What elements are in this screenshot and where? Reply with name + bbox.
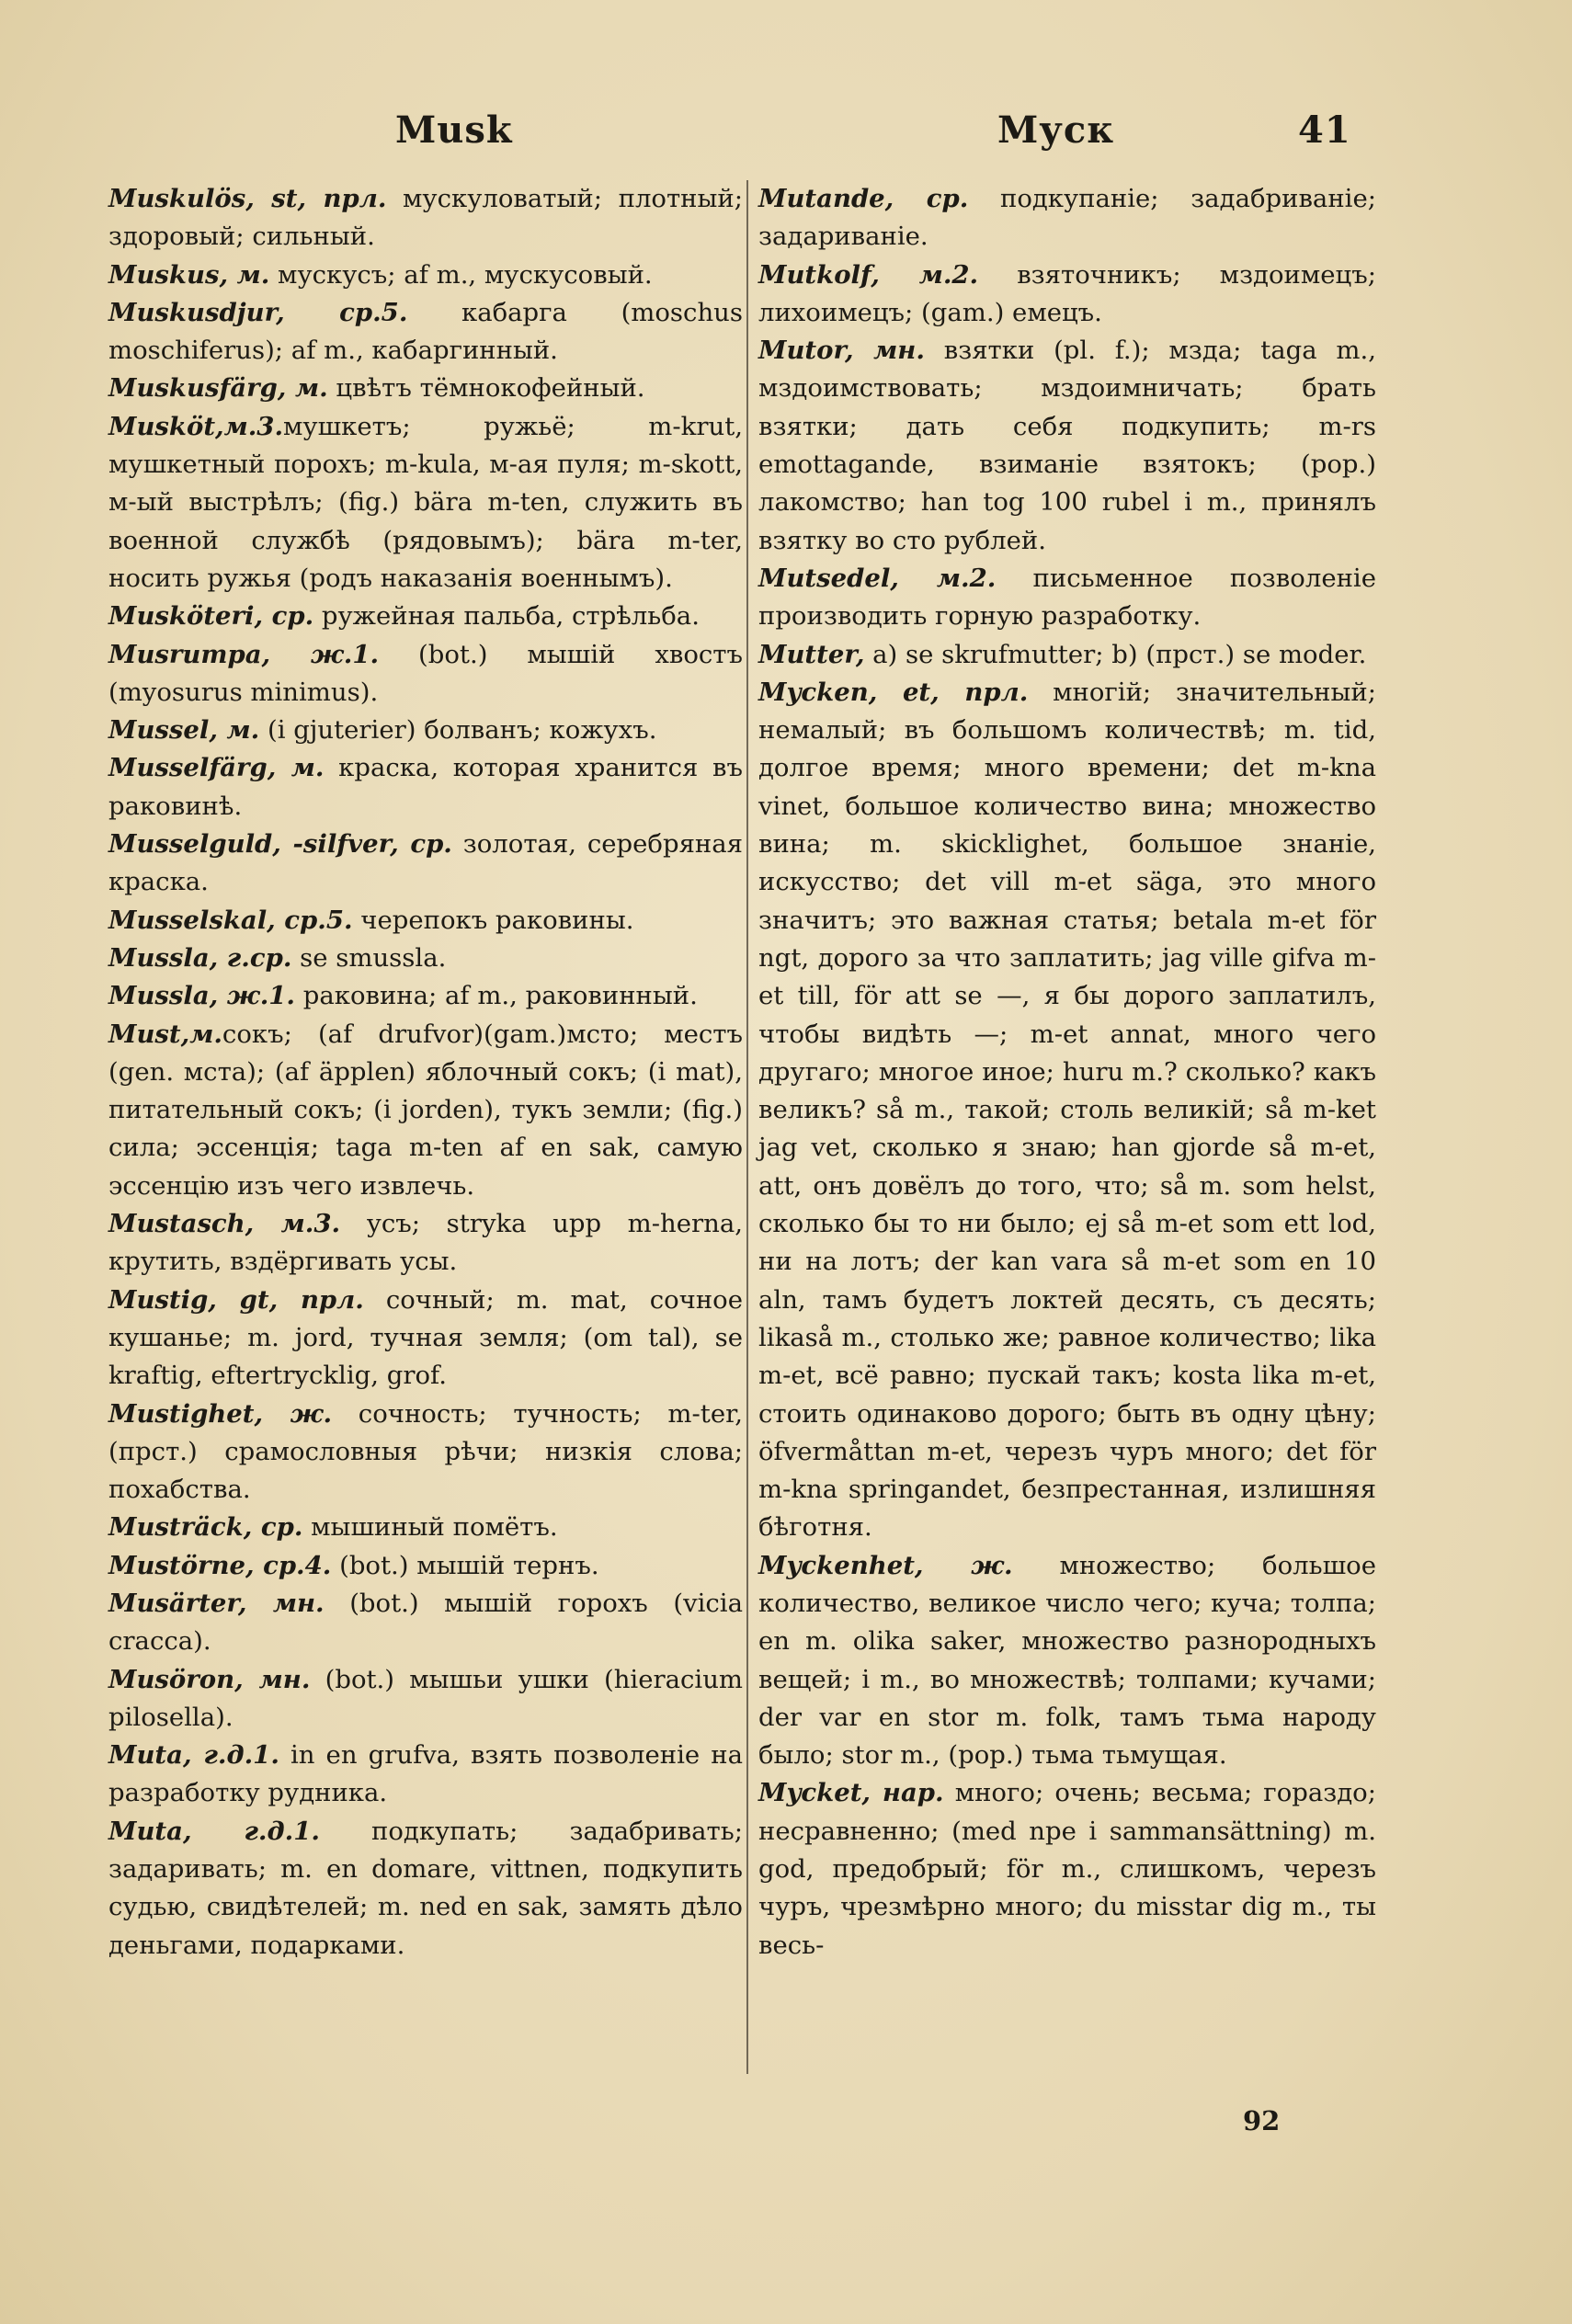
- entry-headword: Mutter,: [758, 639, 865, 669]
- entry-headword: Mustasch, м.3.: [108, 1209, 341, 1239]
- entry-headword: Musärter, мн.: [108, 1588, 325, 1618]
- dictionary-entry: [108, 902, 743, 940]
- entry-headword: Musköteri, ср.: [108, 601, 314, 632]
- left-column: [108, 180, 743, 1965]
- entry-definition: (bot.) мышій горохъ (vicia cracca).: [108, 1588, 743, 1657]
- entry-definition: подкупаніе; задабриваніе; задариваніе.: [758, 184, 1376, 252]
- dictionary-entry: [108, 1585, 743, 1661]
- entry-definition: золотая, серебряная краска.: [108, 829, 744, 897]
- entry-definition: мышиный помётъ.: [302, 1512, 558, 1543]
- right-column: [758, 180, 1376, 1965]
- entry-headword: Muta, г.д.1.: [108, 1816, 320, 1846]
- entry-definition: сокъ; (af drufvor)(gam.)мсто; местъ (gen. мста); (af äpplen) яблочный сокъ; (i mat), питательный сокъ; (i jorden), тукъ земли; (fig.) сила; эссенція; taga m-ten af en sak, самую эссенцію изъ чего извлечь.: [108, 1019, 743, 1201]
- entry-headword: Mustighet, ж.: [108, 1398, 333, 1429]
- entry-headword: Muskusfärg, м.: [108, 373, 328, 404]
- entry-definition: множество; большое количество, великое число чего; куча; толпа; en m. olika saker, множество разнородныхъ вещей; i m., во множествѣ; толпами; кучами; der var en stor m. folk, тамъ тьма народу было; stor m., (pop.) тьма тьмущая.: [758, 1550, 1377, 1771]
- entry-definition: многій; значительный; немалый; въ большомъ количествѣ; m. tid, долгое время; много времени; det m-kna vinet, большое количество вина; множество вина; m. skicklighet, большое знаніе, искусство; det vill m-et säga, это много значитъ; это важная статья; betala m-et för ngt, дорого за что заплатить; jag ville gifva m-et till, för att se —, я бы дорого заплатилъ, чтобы видѣть —; m-et annat, много чего другаго; многое иное; huru m.? сколько? какъ великъ? så m., такой; столь великій; så m-ket jag vet, сколько я знаю; han gjorde så m-et, att, онъ довёлъ до того, что; så m. som helst, сколько бы то ни было; ej så m-et som ett lod, ни на лотъ; der kan vara så m-et som en 10 aln, тамъ будетъ локтей десять, съ десять; likaså m., столько же; равное количество; lika m-et, всё равно; пускай такъ; kosta lika m-et, стоить одинаково дорого; быть въ одну цѣну; öfvermåttan m-et, черезъ чуръ много; det för m-kna springandet, безпрестанная, излишняя бѣготня.: [758, 677, 1376, 1543]
- dictionary-entry: [108, 1282, 743, 1396]
- entry-headword: Mycken, et, прл.: [758, 677, 1029, 707]
- entry-headword: Myckenhet, ж.: [758, 1550, 1013, 1580]
- entry-headword: Mussla, ж.1.: [108, 981, 296, 1011]
- entry-definition: (i gjuterier) болванъ; кожухъ.: [259, 715, 657, 746]
- entry-headword: Muskus, м.: [108, 259, 270, 290]
- dictionary-entry: [108, 256, 743, 294]
- entry-definition: se smussla.: [291, 942, 447, 973]
- entry-definition: (bot.) мышій хвостъ (myosurus minimus).: [108, 639, 743, 707]
- dictionary-entry: [108, 1813, 743, 1965]
- entry-headword: Must,м.: [108, 1019, 222, 1049]
- dictionary-entry: [108, 1737, 743, 1813]
- entry-definition: краска, которая хранится въ раковинѣ.: [108, 753, 743, 821]
- entry-headword: Mustig, gt, прл.: [108, 1284, 364, 1315]
- entry-headword: Muskulös, st, прл.: [108, 184, 387, 213]
- entry-headword: Muta, г.д.1.: [108, 1740, 279, 1771]
- dictionary-entry: [758, 332, 1376, 560]
- entry-definition: усъ; stryka upp m-herna, крутить, вздёргивать усы.: [108, 1209, 743, 1277]
- entry-definition: взяточникъ; мздоимецъ; лихоимецъ; (gam.) емецъ.: [758, 259, 1376, 327]
- dictionary-entry: [108, 826, 743, 902]
- dictionary-entry: [758, 1547, 1376, 1775]
- entry-definition: (bot.) мышьи ушки (hieracium pilosella).: [108, 1664, 743, 1732]
- entry-definition: a) se skrufmutter; b) (прст.) se moder.: [864, 639, 1367, 669]
- entry-definition: ружейная пальба, стрѣльба.: [313, 601, 700, 632]
- dictionary-entry: [108, 408, 743, 598]
- dictionary-entry: [758, 1774, 1376, 1964]
- dictionary-entry: [108, 180, 743, 256]
- dictionary-entry: [108, 370, 743, 407]
- entry-definition: мускуловатый; плотный; здоровый; сильный.: [108, 184, 743, 252]
- entry-definition: цвѣтъ тёмнокофейный.: [327, 373, 645, 404]
- dictionary-entry: [108, 1016, 743, 1205]
- entry-headword: Muskusdjur, ср.5.: [108, 297, 408, 327]
- dictionary-entry: [758, 180, 1376, 256]
- entry-headword: Mutkolf, м.2.: [758, 259, 979, 290]
- entry-definition: мушкетъ; ружьё; m-krut, мушкетный порохъ; m-kula, м-ая пуля; m-skott, м-ый выстрѣлъ; (fig.) bära m-ten, служить въ военной службѣ (рядовымъ); bära m-ter, носить ружья (родъ наказанія военнымъ).: [108, 411, 743, 593]
- dictionary-entry: [108, 977, 743, 1015]
- dictionary-entry: [758, 636, 1376, 674]
- entry-headword: Musträck, ср.: [108, 1512, 303, 1543]
- entry-headword: Musselguld, -silfver, ср.: [108, 829, 452, 860]
- entry-headword: Musselskal, ср.5.: [108, 905, 353, 935]
- signature-mark: 92: [1243, 2105, 1281, 2136]
- entry-headword: Musöron, мн.: [108, 1664, 311, 1694]
- entry-headword: Musköt,м.3.: [108, 411, 284, 441]
- page-number: 41: [1298, 108, 1351, 152]
- entry-definition: подкупать; задабривать; задаривать; m. en domare, vittnen, подкупить судью, свидѣтелей; m. ned en sak, замять дѣло деньгами, подарками.: [108, 1816, 743, 1960]
- dictionary-entry: [758, 256, 1376, 333]
- entry-definition: (bot.) мышій тернъ.: [331, 1550, 599, 1580]
- dictionary-entry: [108, 1396, 743, 1509]
- entry-definition: письменное позволеніе производить горную разработку.: [758, 563, 1376, 632]
- entry-headword: Mustörne, ср.4.: [108, 1550, 332, 1580]
- dictionary-entry: [108, 712, 743, 749]
- entry-definition: сочный; m. mat, сочное кушанье; m. jord, тучная земля; (om tal), se kraftig, eftertrycklig, grof.: [108, 1284, 744, 1391]
- entry-definition: сочность; тучность; m-ter, (прст.) срамословныя рѣчи; низкія слова; похабства.: [108, 1398, 743, 1505]
- dictionary-entry: [108, 940, 743, 977]
- entry-headword: Mutande, ср.: [758, 184, 969, 213]
- dictionary-entry: [108, 1661, 743, 1737]
- entry-definition: раковина; af m., раковинный.: [295, 981, 698, 1011]
- entry-definition: много; очень; весьма; гораздо; несравненно; (med npe i sammansättning) m. god, предобрый; för m., слишкомъ, черезъ чуръ, чрезмѣрно много; du misstar dig m., ты весь-: [758, 1778, 1377, 1960]
- entry-definition: черепокъ раковины.: [352, 905, 634, 935]
- entry-definition: взятки (pl. f.); мзда; taga m., мздоимствовать; мздоимничать; брать взятки; дать себя подкупить; m-rs emottagande, взиманіе взятокъ; (pop.) лакомство; han tog 100 rubel i m., принялъ взятку во сто рублей.: [758, 336, 1376, 555]
- dictionary-entry: [108, 1547, 743, 1585]
- entry-headword: Musselfärg, м.: [108, 753, 325, 783]
- entry-definition: in en grufva, взять позволеніе на разработку рудника.: [108, 1740, 743, 1808]
- entry-headword: Mutor, мн.: [758, 336, 925, 366]
- entry-headword: Mussla, г.ср.: [108, 942, 292, 973]
- entry-headword: Musrumpa, ж.1.: [108, 639, 380, 669]
- dictionary-entry: [108, 598, 743, 635]
- dictionary-entry: [758, 560, 1376, 636]
- dictionary-entry: [758, 674, 1376, 1547]
- entry-definition: кабарга (moschus moschiferus); af m., кабаргинный.: [108, 297, 743, 366]
- dictionary-entry: [108, 636, 743, 712]
- column-divider: [746, 180, 748, 2074]
- entry-headword: Mutsedel, м.2.: [758, 563, 997, 593]
- dictionary-entry: [108, 1509, 743, 1546]
- dictionary-entry: [108, 294, 743, 370]
- running-head-right: Муск: [997, 108, 1115, 152]
- dictionary-entry: [108, 1205, 743, 1282]
- entry-definition: мускусъ; af m., мускусовый.: [269, 259, 653, 290]
- entry-headword: Mussel, м.: [108, 715, 260, 746]
- running-head-left: Musk: [395, 108, 513, 152]
- entry-headword: Mycket, нар.: [758, 1778, 944, 1808]
- dictionary-entry: [108, 749, 743, 826]
